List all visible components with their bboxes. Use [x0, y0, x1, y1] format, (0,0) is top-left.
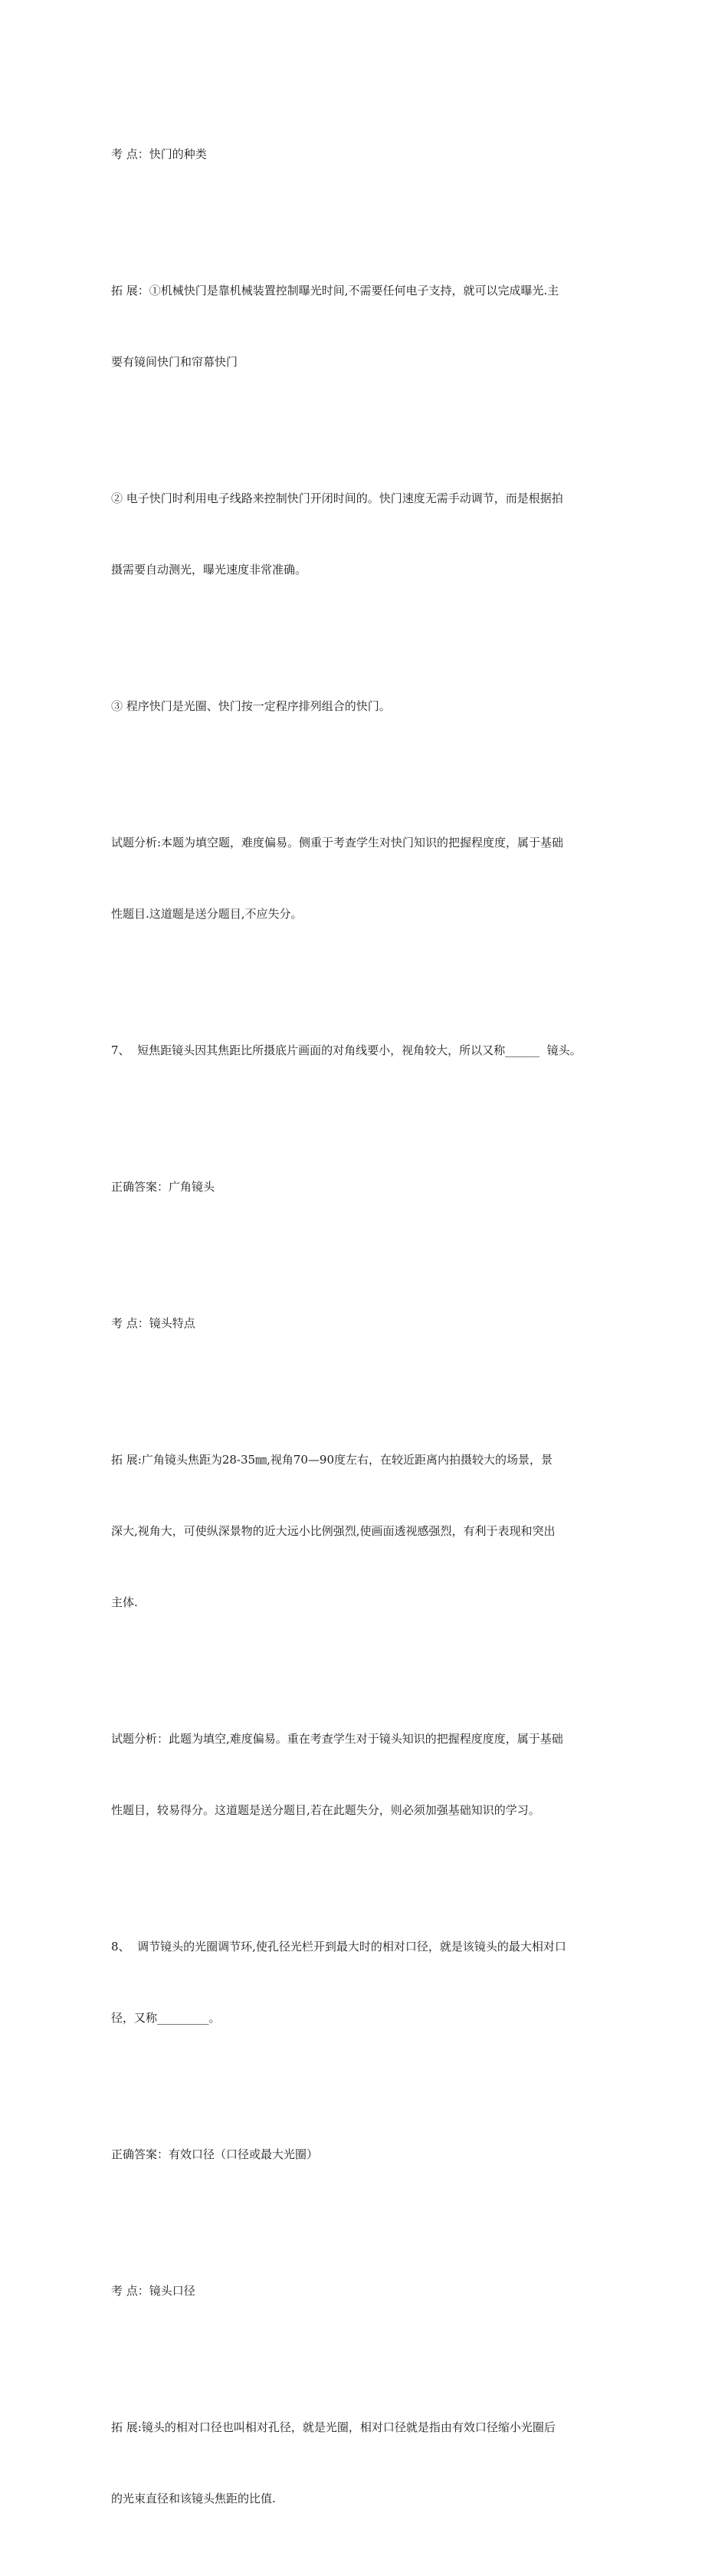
question-7 — [111, 991, 632, 1110]
text-line: 试题分析：此题为填空,难度偏易。重在考查学生对于镜头知识的把握程度度度，属于基础 — [111, 1732, 563, 1746]
extension-mechanical-shutter — [111, 232, 632, 422]
text-line: 性题目.这道题是送分题目,不应失分。 — [111, 907, 303, 921]
analysis-lens — [111, 1680, 632, 1870]
text-line: 8、 调节镜头的光圈调节环,使孔径光栏开到最大时的相对口径，就是该镜头的最大相对口 — [111, 1940, 566, 1953]
text-line: 的光束直径和该镜头焦距的比值. — [111, 2492, 276, 2505]
text-line: 要有镜间快门和帘幕快门 — [111, 355, 238, 369]
exam-point-lens-aperture — [111, 2232, 632, 2351]
text-line: ③ 程序快门是光圈、快门按一定程序排列组合的快门。 — [111, 699, 391, 713]
answer-7 — [111, 1128, 632, 1247]
text-line: 性题目，较易得分。这道题是送分题目,若在此题失分，则必须加强基础知识的学习。 — [111, 1803, 540, 1817]
analysis-shutter — [111, 784, 632, 974]
text-line: 主体. — [111, 1595, 138, 1609]
text-line: 考 点：快门的种类 — [111, 147, 207, 161]
text-line: ② 电子快门时利用电子线路来控制快门开闭时间的。快门速度无需手动调节，而是根据拍 — [111, 491, 563, 505]
text-line: 拓 展:广角镜头焦距为28-35㎜,视角70—90度左右，在较近距离内拍摄较大的场景，景 — [111, 1453, 553, 1467]
text-line: 试题分析:本题为填空题，难度偏易。侧重于考查学生对快门知识的把握程度度，属于基础 — [111, 836, 564, 849]
document-body — [111, 95, 632, 2576]
text-line: 考 点：镜头特点 — [111, 1316, 195, 1330]
text-line: 深大,视角大，可使纵深景物的近大远小比例强烈,使画面透视感强烈，有利于表现和突出 — [111, 1524, 556, 1538]
text-line: 考 点：镜头口径 — [111, 2284, 195, 2298]
text-line: 正确答案：广角镜头 — [111, 1180, 215, 1194]
text-line: 7、 短焦距镜头因其焦距比所摄底片画面的对角线要小，视角较大，所以又称______ 镜头。 — [111, 1043, 582, 1057]
extension-wide-angle — [111, 1401, 632, 1662]
exam-point-lens-features — [111, 1264, 632, 1383]
answer-8 — [111, 2095, 632, 2214]
text-line: 径，又称_________。 — [111, 2011, 221, 2025]
text-line: 摄需要自动测光，曝光速度非常准确。 — [111, 563, 307, 577]
extension-relative-aperture — [111, 2368, 632, 2558]
text-line: 正确答案：有效口径（口径或最大光圈） — [111, 2147, 319, 2161]
text-line: 拓 展：①机械快门是靠机械装置控制曝光时间,不需要任何电子支持，就可以完成曝光.主 — [111, 284, 559, 297]
extension-program-shutter — [111, 647, 632, 766]
exam-point-shutter-types — [111, 95, 632, 214]
extension-electronic-shutter — [111, 439, 632, 629]
question-8 — [111, 1888, 632, 2078]
text-line: 拓 展:镜头的相对口径也叫相对孔径，就是光圈，相对口径就是指由有效口径缩小光圈后 — [111, 2420, 556, 2434]
